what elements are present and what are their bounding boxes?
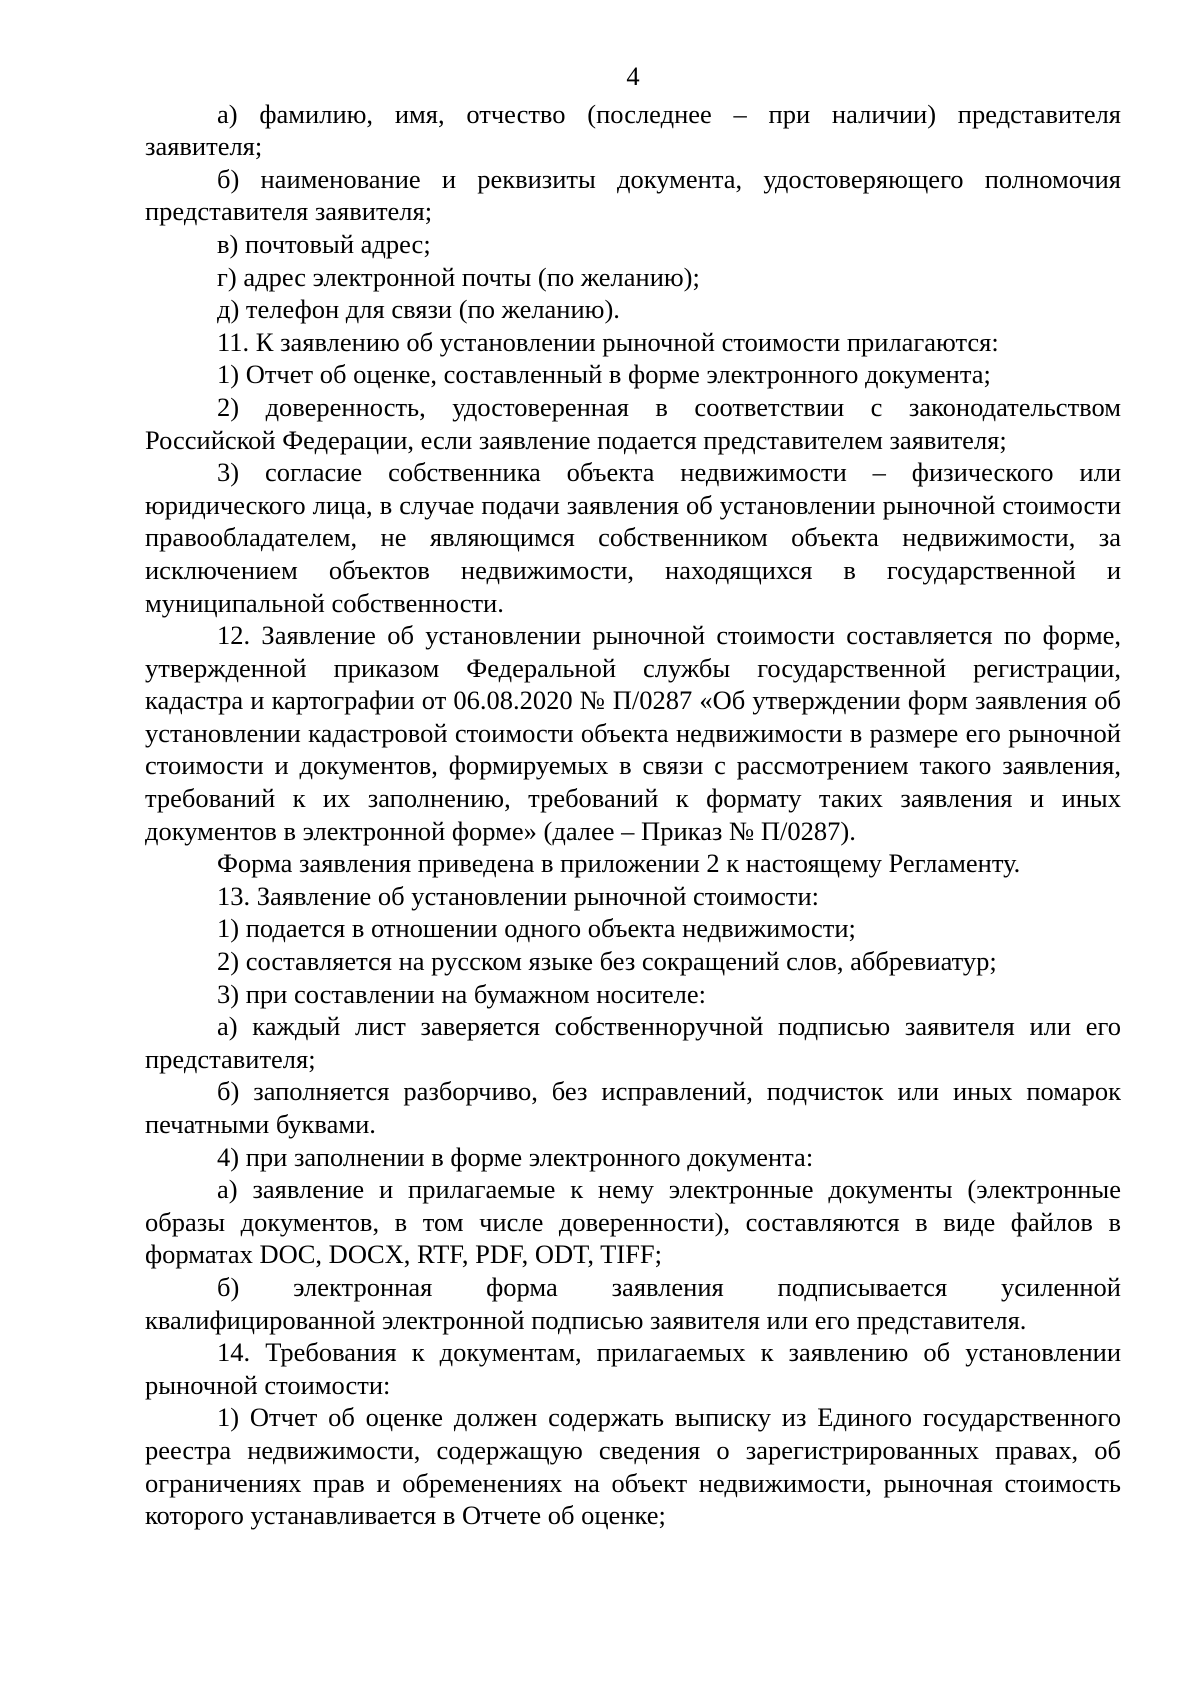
paragraph-13-3a-signature: а) каждый лист заверяется собственноручной подписью заявителя или его представителя;: [145, 1011, 1121, 1074]
paragraph-phone: д) телефон для связи (по желанию).: [217, 294, 620, 325]
paragraph-form-appendix: Форма заявления приведена в приложении 2 к настоящему Регламенту.: [217, 848, 1021, 879]
paragraph-authority-document: б) наименование и реквизиты документа, удостоверяющего полномочия представителя заявителя;: [145, 163, 1121, 227]
paragraph-13-4-electronic: 4) при заполнении в форме электронного документа:: [217, 1141, 814, 1172]
paragraph-13-application: 13. Заявление об установлении рыночной стоимости:: [217, 880, 820, 911]
paragraph-representative-name: а) фамилию, имя, отчество (последнее – при наличии) представителя заявителя;: [145, 98, 1121, 162]
paragraph-13-1-single-object: 1) подается в отношении одного объекта недвижимости;: [217, 913, 856, 944]
document-page: [145, 60, 1121, 1532]
paragraph-11-3-owner-consent: 3) согласие собственника объекта недвижимости – физического или юридического лица, в случае подачи заявления об установлении рыночной стоимости правообладателем, не являющимся собственником объекта недвижимости, за исключением объектов недвижимости, находящихся в государственной и муниципальной собственности.: [145, 457, 1121, 618]
paragraph-14-1-report-extract: 1) Отчет об оценке должен содержать выписку из Единого государственного реестра недвижимости, содержащую сведения о зарегистрированных правах, об ограничениях прав и обременениях на объект недвижимости, рыночная стоимость которого устанавливается в Отчете об оценке;: [145, 1402, 1121, 1531]
paragraph-email-address: г) адрес электронной почты (по желанию);: [217, 261, 700, 292]
paragraph-13-2-russian-language: 2) составляется на русском языке без сокращений слов, аббревиатур;: [217, 946, 997, 977]
paragraph-13-3-paper: 3) при составлении на бумажном носителе:: [217, 978, 707, 1009]
paragraph-11-1-report: 1) Отчет об оценке, составленный в форме электронного документа;: [217, 359, 991, 390]
paragraph-13-4a-file-formats: а) заявление и прилагаемые к нему электронные документы (электронные образы документов, в том числе доверенности), составляются в виде файлов в форматах DOC, DOCX, RTF, PDF, ODT, TIFF;: [145, 1174, 1121, 1270]
page-number: 4: [626, 61, 640, 91]
paragraph-12-form: 12. Заявление об установлении рыночной стоимости составляется по форме, утвержденной приказом Федеральной службы государственной регистрации, кадастра и картографии от 06.08.2020 № П/0287 «Об утверждении форм заявления об установлении кадастровой стоимости объекта недвижимости в размере его рыночной стоимости и документов, формируемых в связи с рассмотрением такого заявления, требований к их заполнению, требований к формату таких заявления и иных документов в электронной форме» (далее – Приказ № П/0287).: [145, 620, 1121, 846]
paragraph-13-4b-qualified-signature: б) электронная форма заявления подписывается усиленной квалифицированной электронной подписью заявителя или его представителя.: [145, 1271, 1121, 1335]
paragraph-11-attachments: 11. К заявлению об установлении рыночной стоимости прилагаются:: [217, 326, 999, 357]
paragraph-11-2-power-of-attorney: 2) доверенность, удостоверенная в соответствии с законодательством Российской Федерации, если заявление подается представителем заявителя;: [145, 391, 1121, 455]
paragraph-13-3b-legible: б) заполняется разборчиво, без исправлений, подчисток или иных помарок печатными буквами.: [145, 1076, 1121, 1139]
paragraph-14-requirements: 14. Требования к документам, прилагаемых к заявлению об установлении рыночной стоимости:: [145, 1337, 1121, 1400]
paragraph-postal-address: в) почтовый адрес;: [217, 228, 431, 259]
